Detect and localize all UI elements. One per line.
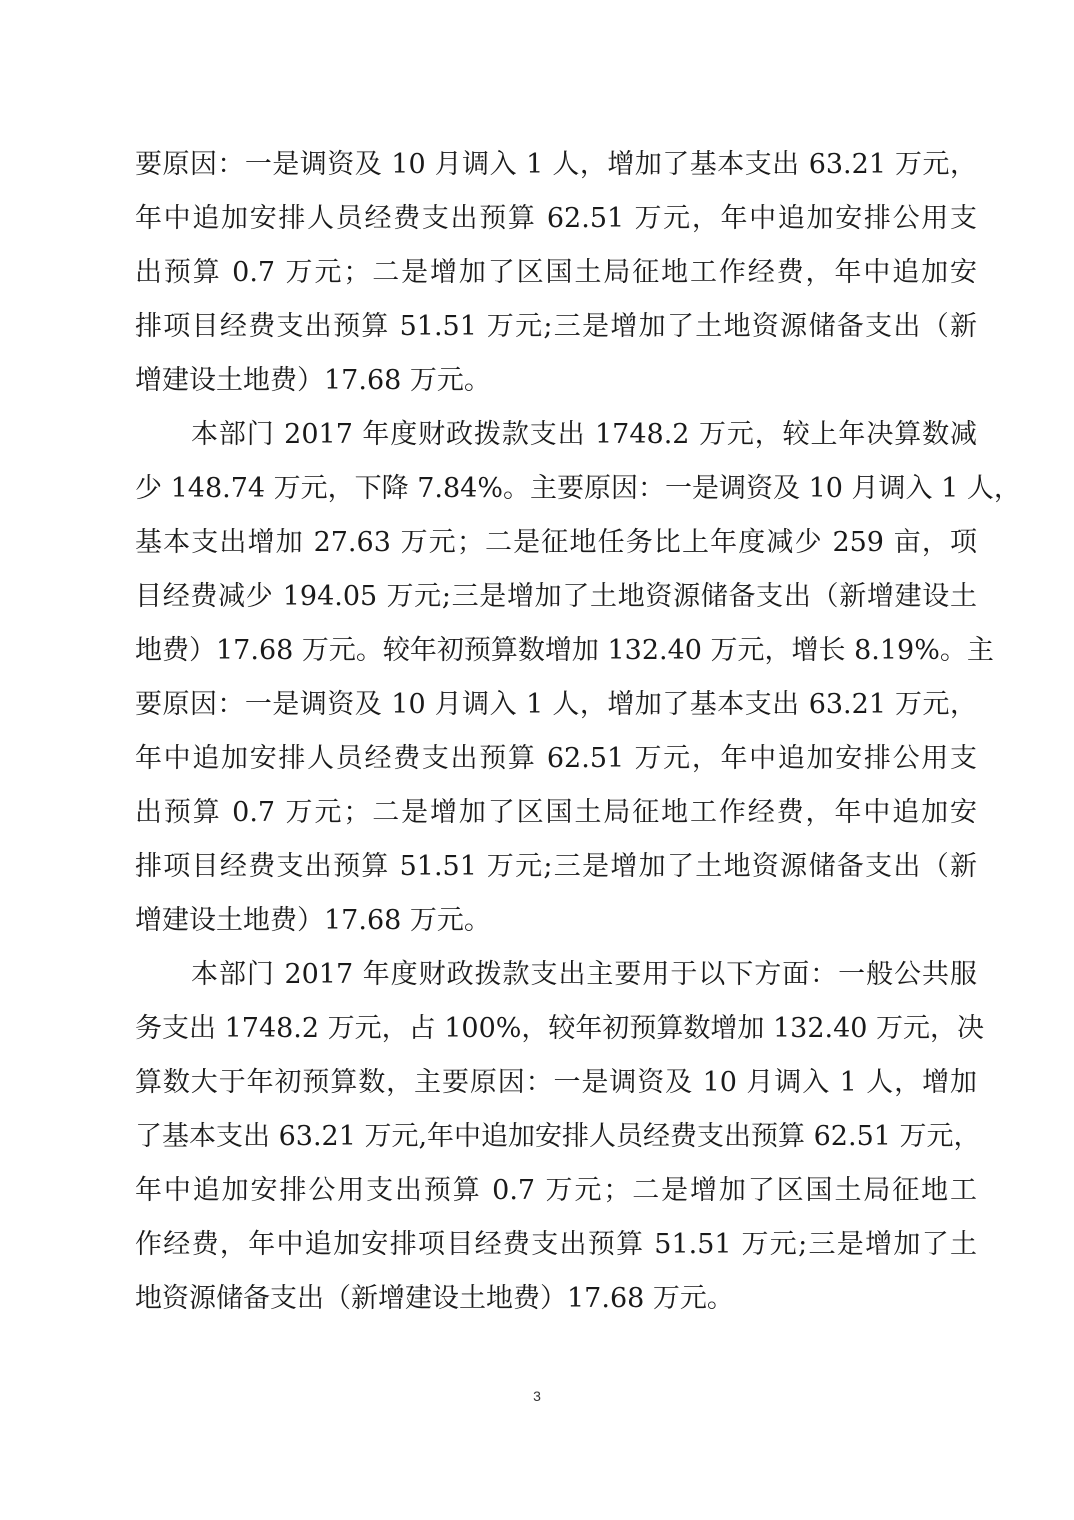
- text-line: 排项目经费支出预算 51.51 万元;三是增加了土地资源储备支出（新: [135, 311, 977, 342]
- text-line: 要原因：一是调资及 10 月调入 1 人，增加了基本支出 63.21 万元，: [135, 149, 977, 180]
- text-line: 增建设土地费）17.68 万元。: [135, 905, 491, 936]
- body-text: [135, 138, 1021, 1326]
- text-line: 目经费减少 194.05 万元;三是增加了土地资源储备支出（新增建设土: [135, 581, 977, 612]
- text-line: 基本支出增加 27.63 万元；二是征地任务比上年度减少 259 亩，项: [135, 527, 977, 558]
- text-line: 出预算 0.7 万元；二是增加了区国土局征地工作经费，年中追加安: [135, 257, 977, 288]
- text-line: 地资源储备支出（新增建设土地费）17.68 万元。: [135, 1283, 734, 1314]
- text-line: 排项目经费支出预算 51.51 万元;三是增加了土地资源储备支出（新: [135, 851, 977, 882]
- text-line: 少 148.74 万元，下降 7.84%。主要原因：一是调资及 10 月调入 1 人，: [135, 473, 1021, 504]
- paragraph-first-line: 本部门 2017 年度财政拨款支出 1748.2 万元，较上年决算数减: [191, 419, 977, 450]
- text-line: 地费）17.68 万元。较年初预算数增加 132.40 万元，增长 8.19%。主: [135, 635, 994, 666]
- text-line: 了基本支出 63.21 万元,年中追加安排人员经费支出预算 62.51 万元，: [135, 1121, 981, 1152]
- text-line: 算数大于年初预算数，主要原因：一是调资及 10 月调入 1 人，增加: [135, 1067, 977, 1098]
- text-line: 年中追加安排人员经费支出预算 62.51 万元，年中追加安排公用支: [135, 203, 977, 234]
- text-line: 出预算 0.7 万元；二是增加了区国土局征地工作经费，年中追加安: [135, 797, 977, 828]
- text-line: 务支出 1748.2 万元，占 100%，较年初预算数增加 132.40 万元，决: [135, 1013, 985, 1044]
- text-line: 作经费，年中追加安排项目经费支出预算 51.51 万元;三是增加了土: [135, 1229, 977, 1260]
- text-line: 要原因：一是调资及 10 月调入 1 人，增加了基本支出 63.21 万元，: [135, 689, 977, 720]
- page-number: 3: [533, 1388, 541, 1404]
- text-line: 年中追加安排公用支出预算 0.7 万元；二是增加了区国土局征地工: [135, 1175, 977, 1206]
- text-line: 增建设土地费）17.68 万元。: [135, 365, 491, 396]
- text-line: 年中追加安排人员经费支出预算 62.51 万元，年中追加安排公用支: [135, 743, 977, 774]
- paragraph-first-line: 本部门 2017 年度财政拨款支出主要用于以下方面：一般公共服: [191, 959, 977, 990]
